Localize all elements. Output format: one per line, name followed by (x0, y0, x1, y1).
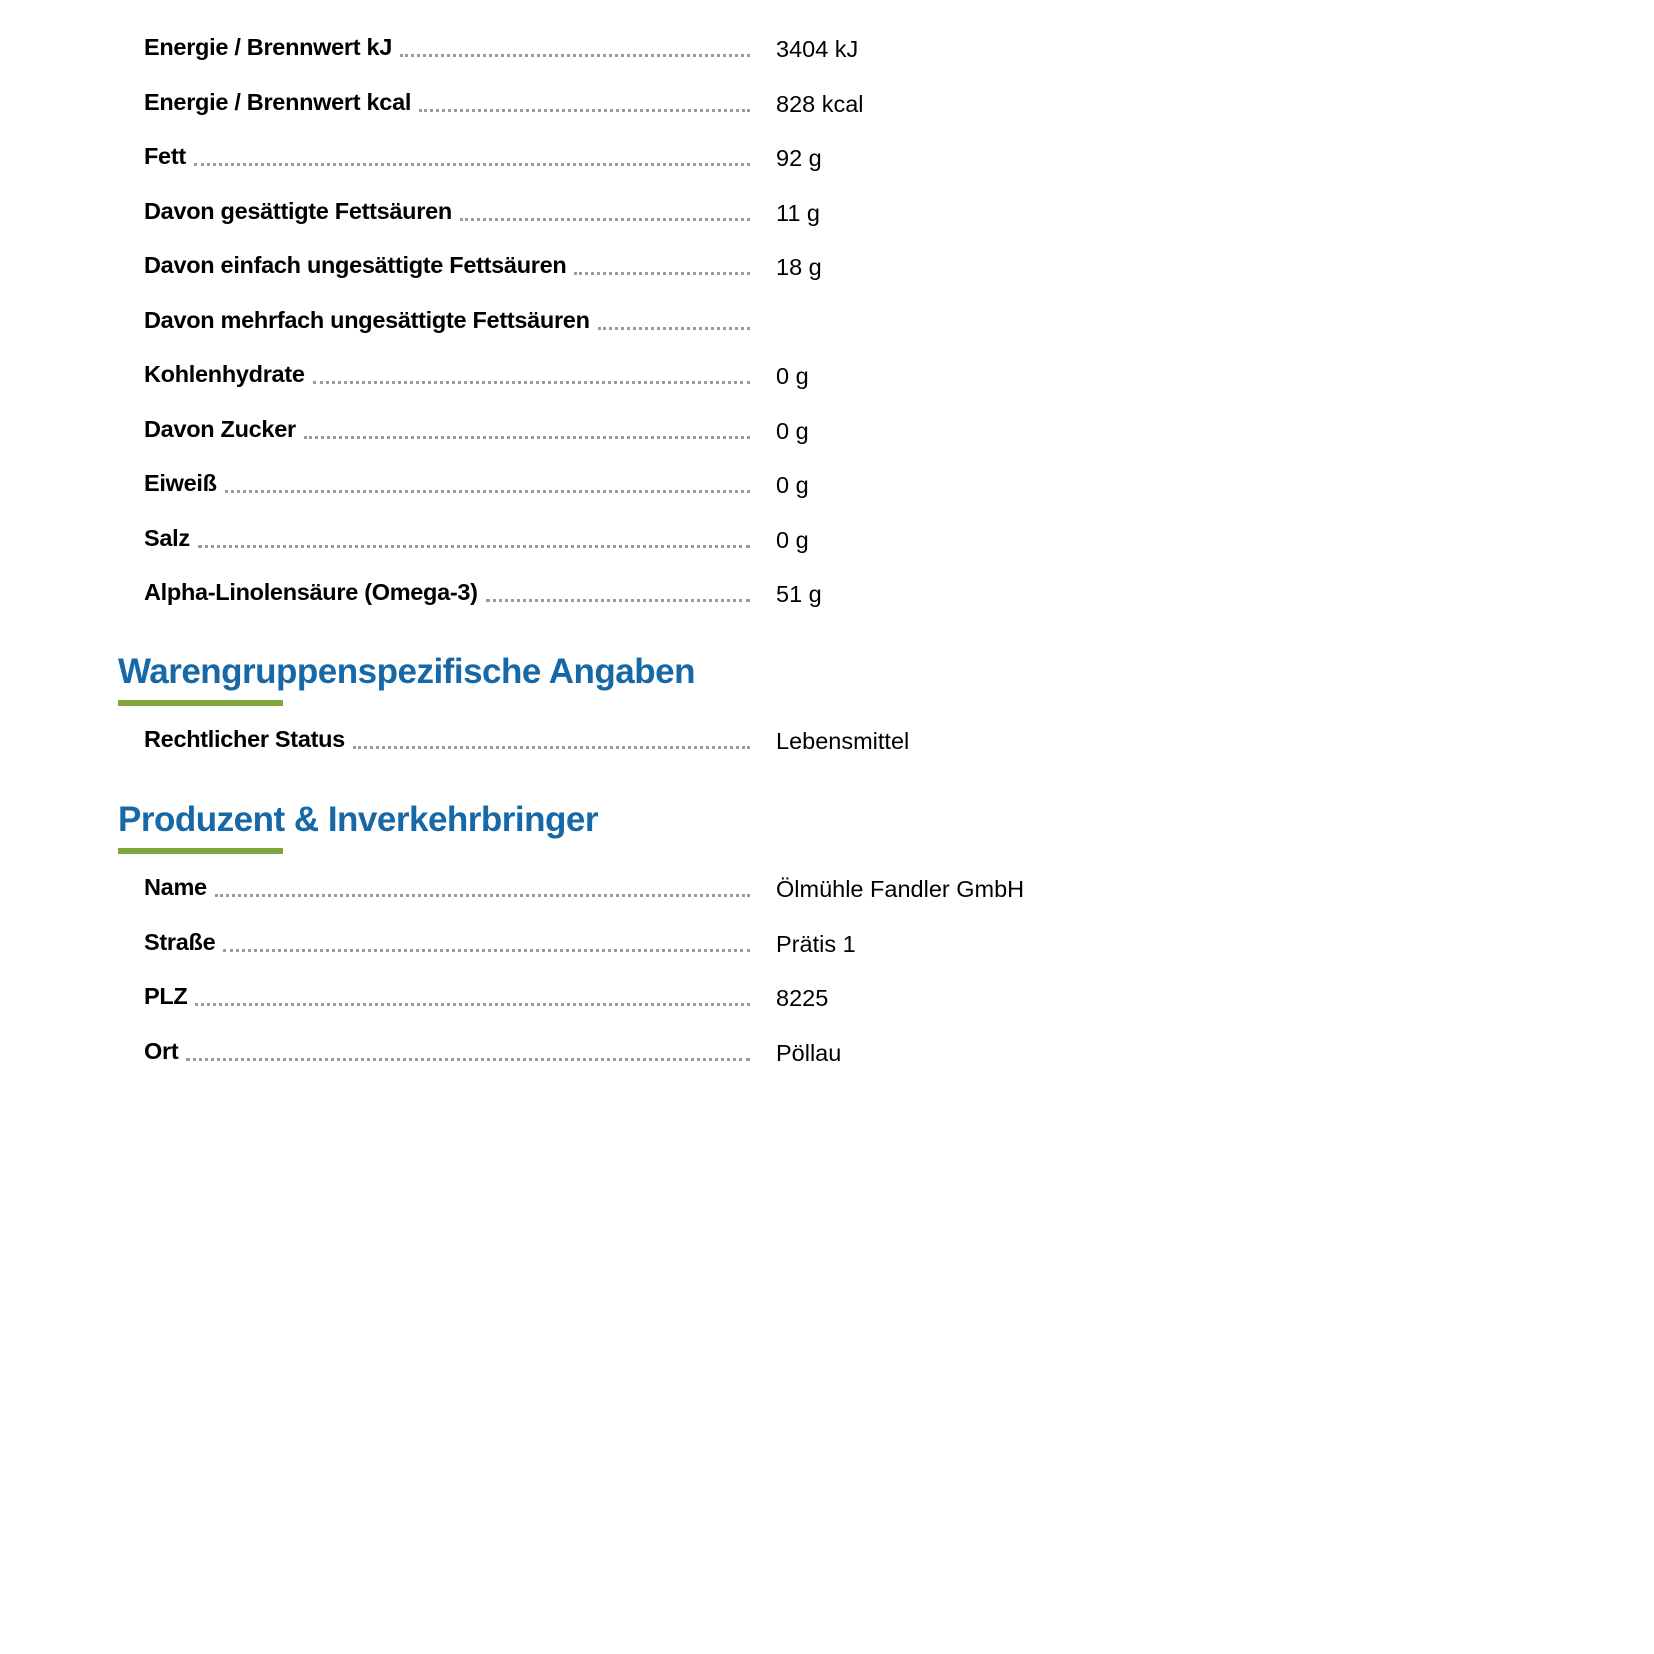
row-value: Prätis 1 (776, 930, 856, 957)
section-title-produzent: Produzent & Inverkehrbringer (118, 800, 598, 839)
row-label: Davon einfach ungesättigte Fettsäuren (144, 252, 567, 278)
row-value: 828 kcal (776, 90, 864, 117)
info-row (144, 716, 1104, 771)
nutrition-row (144, 515, 1104, 570)
row-label: Salz (144, 524, 190, 551)
row-label: Energie / Brennwert kJ (144, 34, 393, 60)
row-value: 11 g (776, 199, 820, 226)
row-value: 3404 kJ (776, 36, 859, 62)
row-label: Davon gesättigte Fettsäuren (144, 197, 452, 224)
row-label: Kohlenhydrate (144, 361, 305, 387)
info-row (144, 1028, 1104, 1083)
nutrition-row (144, 297, 1104, 352)
produzent-table (144, 864, 1104, 1082)
row-value: Pöllau (776, 1039, 842, 1066)
dot-leader (195, 1003, 750, 1006)
nutrition-row (144, 569, 1104, 624)
row-label: Straße (144, 928, 216, 955)
nutrition-row (144, 79, 1104, 134)
row-value: Lebensmittel (776, 728, 910, 754)
dot-leader (225, 490, 750, 493)
dot-leader (194, 163, 750, 166)
dot-leader (223, 949, 750, 952)
row-label: Eiweiß (144, 470, 217, 496)
row-value: 0 g (776, 472, 809, 498)
section-title-warengruppe: Warengruppenspezifische Angaben (118, 652, 695, 691)
row-value: Ölmühle Fandler GmbH (776, 876, 1025, 902)
nutrition-row (144, 24, 1104, 79)
row-label: Energie / Brennwert kcal (144, 88, 412, 115)
row-label: Name (144, 874, 207, 900)
row-value: 0 g (776, 417, 809, 444)
dot-leader (400, 54, 750, 57)
dot-leader (353, 746, 750, 749)
dot-leader (460, 218, 750, 221)
row-value: 0 g (776, 526, 809, 553)
info-row (144, 919, 1104, 974)
row-value: 92 g (776, 145, 822, 171)
row-label: Alpha-Linolensäure (Omega-3) (144, 579, 478, 605)
dot-leader (313, 381, 750, 384)
warengruppe-table (144, 716, 1104, 771)
dot-leader (198, 545, 750, 548)
dot-leader (215, 894, 750, 897)
dot-leader (186, 1058, 750, 1061)
row-label: PLZ (144, 983, 188, 1009)
row-label: Davon Zucker (144, 415, 296, 442)
section-underline (118, 700, 283, 706)
nutrition-row (144, 242, 1104, 297)
row-value: 0 g (776, 363, 809, 389)
row-label: Rechtlicher Status (144, 726, 345, 752)
info-row (144, 864, 1104, 919)
row-value: 8225 (776, 985, 829, 1011)
nutrition-row (144, 351, 1104, 406)
nutrition-row (144, 460, 1104, 515)
dot-leader (574, 272, 750, 275)
nutrition-row (144, 133, 1104, 188)
dot-leader (486, 599, 750, 602)
row-label: Ort (144, 1037, 179, 1064)
section-underline (118, 848, 283, 854)
info-row (144, 973, 1104, 1028)
nutrition-row (144, 406, 1104, 461)
dot-leader (598, 327, 750, 330)
nutrition-table (144, 24, 1104, 624)
nutrition-row (144, 188, 1104, 243)
row-value: 51 g (776, 581, 822, 607)
dot-leader (304, 436, 750, 439)
dot-leader (419, 109, 750, 112)
row-value: 18 g (776, 254, 822, 280)
row-label: Fett (144, 143, 186, 169)
row-label: Davon mehrfach ungesättigte Fettsäuren (144, 306, 590, 333)
